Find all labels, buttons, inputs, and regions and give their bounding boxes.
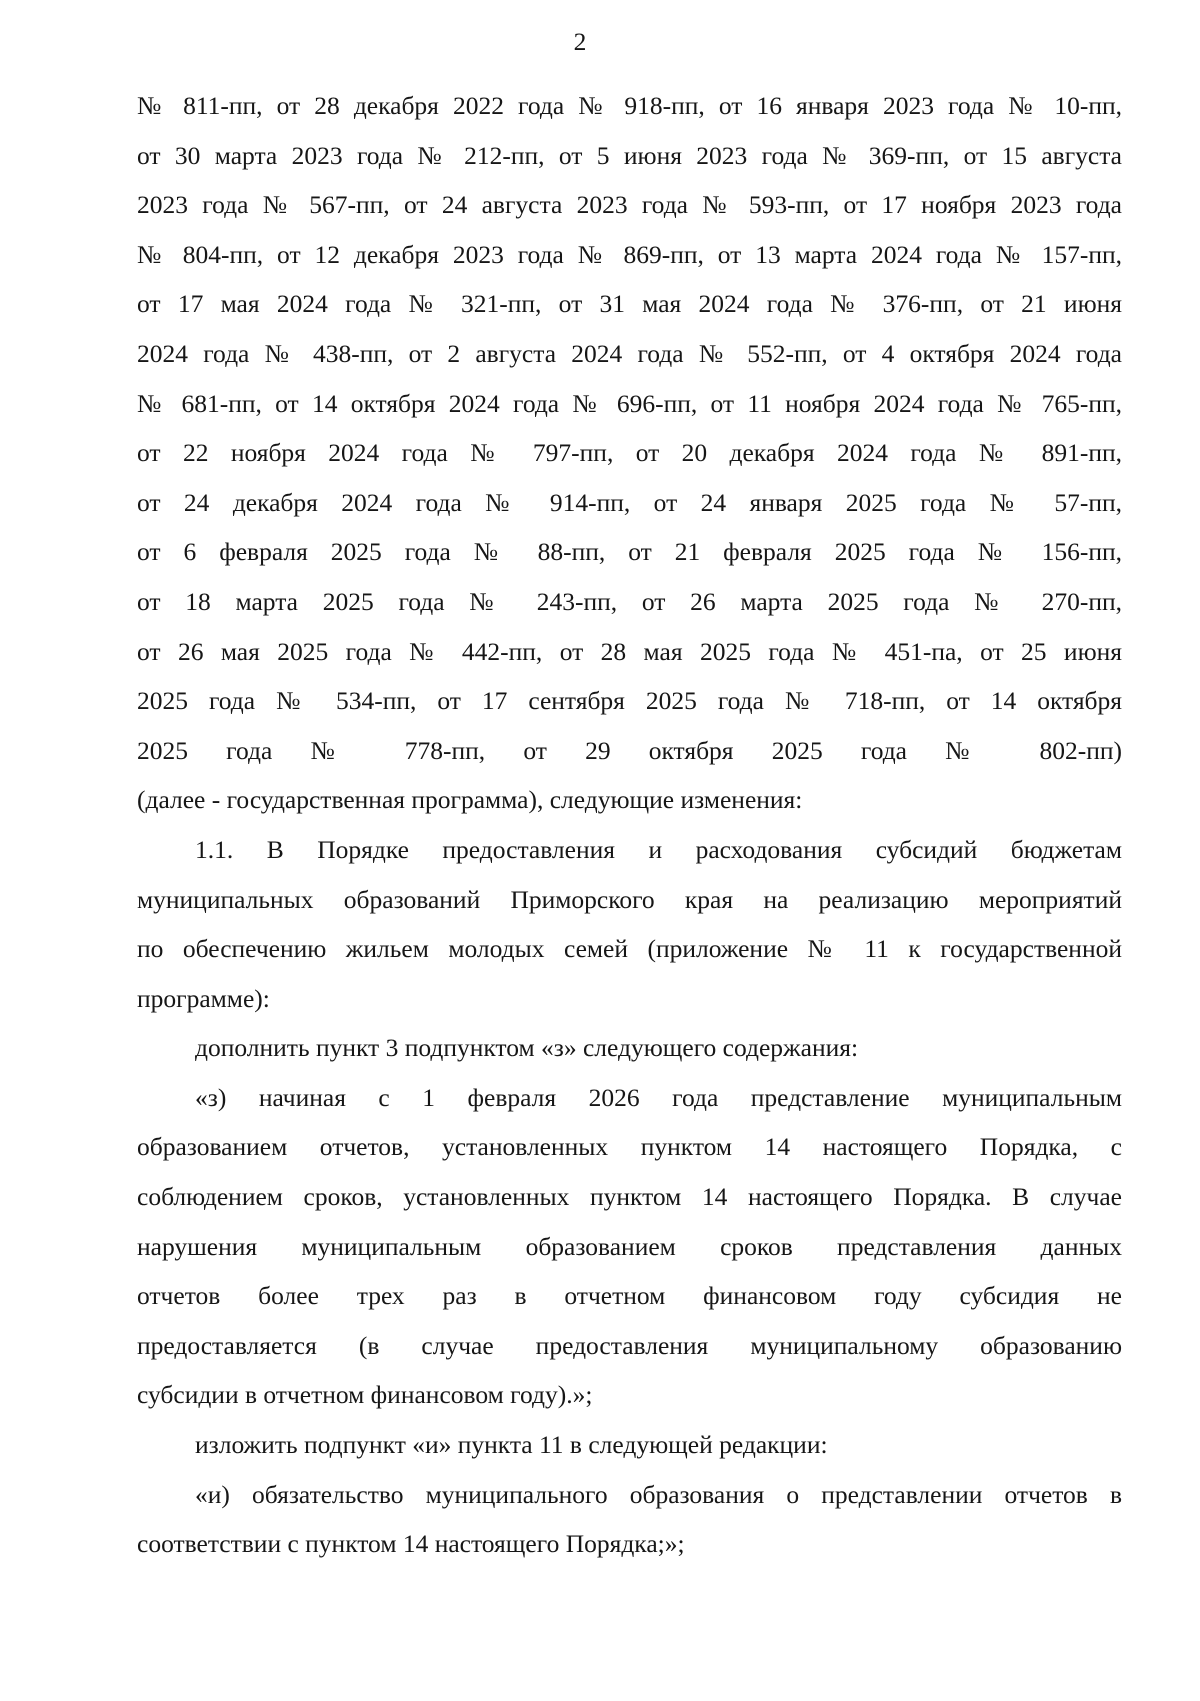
text-line: нарушения муниципальным образованием сроков представления данных (137, 1231, 1122, 1261)
document-body (137, 81, 1122, 1569)
paragraph-subitem-i (137, 1470, 1122, 1569)
paragraph-item-1-1 (137, 825, 1122, 1023)
text-line: № 681-пп, от 14 октября 2024 года № 696-пп, от 11 ноября 2024 года № 765-пп, (137, 388, 1122, 418)
text-line: образованием отчетов, установленных пунктом 14 настоящего Порядка, с (137, 1132, 1122, 1162)
text-line: соблюдением сроков, установленных пунктом 14 настоящего Порядка. В случае (137, 1182, 1122, 1212)
text-line: муниципальных образований Приморского края на реализацию мероприятий (137, 884, 1122, 914)
text-line: от 17 мая 2024 года № 321-пп, от 31 мая 2024 года № 376-пп, от 21 июня (137, 289, 1122, 319)
page-number: 2 (573, 27, 587, 56)
text-line: (далее - государственная программа), следующие изменения: (137, 785, 803, 815)
text-line: 2024 года № 438-пп, от 2 августа 2024 года № 552-пп, от 4 октября 2024 года (137, 338, 1122, 368)
paragraph-amendments-list (137, 81, 1122, 825)
text-line: от 22 ноября 2024 года № 797-пп, от 20 декабря 2024 года № 891-пп, (137, 438, 1122, 468)
text-line: 1.1. В Порядке предоставления и расходования субсидий бюджетам (195, 834, 1122, 864)
text-line: 2025 года № 534-пп, от 17 сентября 2025 года № 718-пп, от 14 октября (137, 686, 1122, 716)
text-line: от 6 февраля 2025 года № 88-пп, от 21 февраля 2025 года № 156-пп, (137, 537, 1122, 567)
text-line: от 26 мая 2025 года № 442-пп, от 28 мая 2025 года № 451-па, от 25 июня (137, 636, 1122, 666)
text-line: соответствии с пунктом 14 настоящего Порядка;»; (137, 1529, 685, 1559)
text-line: изложить подпункт «и» пункта 11 в следующей редакции: (195, 1430, 828, 1460)
text-line: № 811-пп, от 28 декабря 2022 года № 918-пп, от 16 января 2023 года № 10-пп, (137, 91, 1122, 120)
text-line: от 30 марта 2023 года № 212-пп, от 5 июня 2023 года № 369-пп, от 15 августа (137, 140, 1122, 170)
text-line: «з) начиная с 1 февраля 2026 года представление муниципальным (195, 1082, 1122, 1112)
text-line: от 24 декабря 2024 года № 914-пп, от 24 января 2025 года № 57-пп, (137, 487, 1122, 517)
text-line: № 804-пп, от 12 декабря 2023 года № 869-пп, от 13 марта 2024 года № 157-пп, (137, 239, 1122, 269)
text-line: «и) обязательство муниципального образования о представлении отчетов в (195, 1479, 1122, 1509)
paragraph-instruction-restate (137, 1420, 1122, 1470)
text-line: по обеспечению жильем молодых семей (приложение № 11 к государственной (137, 934, 1122, 964)
text-line: 2025 года № 778-пп, от 29 октября 2025 года № 802-пп) (137, 735, 1122, 765)
text-line: субсидии в отчетном финансовом году).»; (137, 1380, 593, 1410)
text-line: отчетов более трех раз в отчетном финансовом году субсидия не (137, 1281, 1122, 1311)
text-line: дополнить пункт 3 подпунктом «з» следующего содержания: (195, 1033, 859, 1063)
text-line: от 18 марта 2025 года № 243-пп, от 26 марта 2025 года № 270-пп, (137, 586, 1122, 616)
text-line: программе): (137, 983, 270, 1013)
paragraph-instruction-add (137, 1023, 1122, 1073)
paragraph-subitem-z (137, 1073, 1122, 1420)
text-line: 2023 года № 567-пп, от 24 августа 2023 года № 593-пп, от 17 ноября 2023 года (137, 190, 1122, 220)
text-line: предоставляется (в случае предоставления муниципальному образованию (137, 1330, 1122, 1360)
